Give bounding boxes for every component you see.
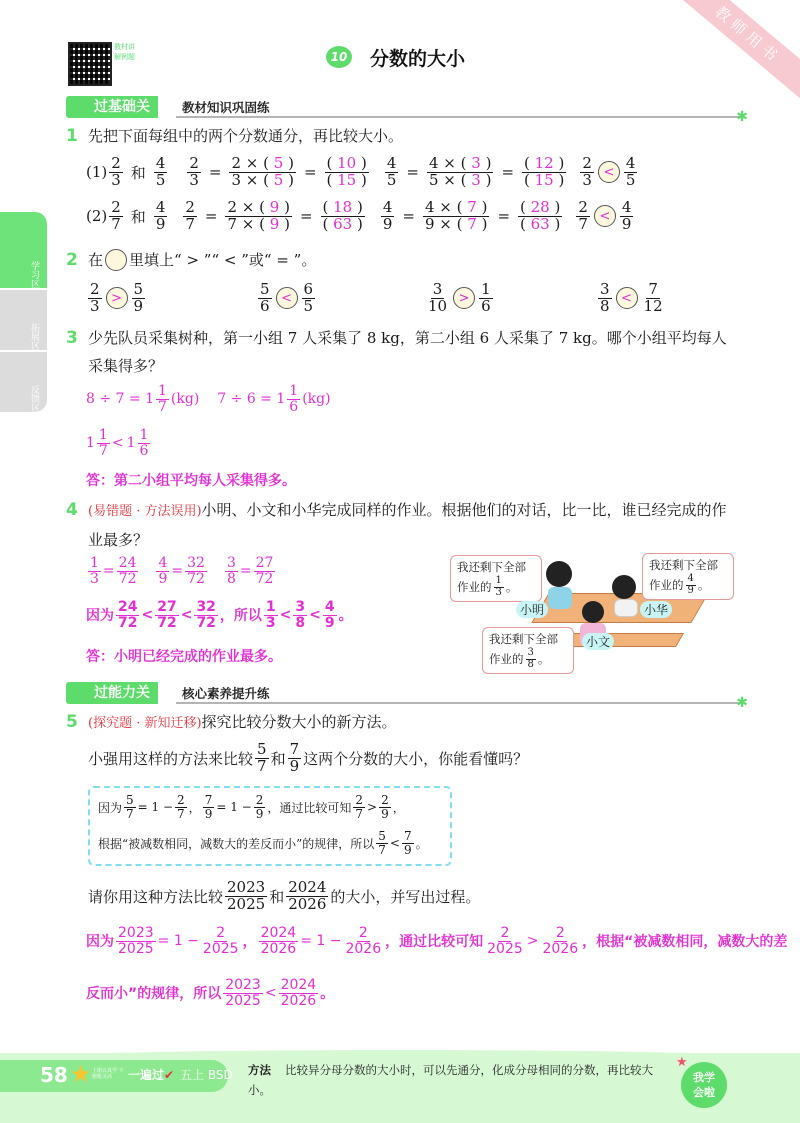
speech-bubble-xiaohua: 我还剩下全部 作业的 $\frac{4}{9}$ 。 (642, 553, 734, 600)
question-number: 4 (66, 500, 78, 520)
compare-circle[interactable]: < (276, 287, 298, 309)
q4-ordering: 因为 $\frac{24}{72}$ < $\frac{27}{72}$ < $\frac{32}{72}$ ，所以 $\frac{1}{3}$ < $\frac{3}{8}$ < $\frac{4}{9}$ 。 (86, 599, 353, 631)
answer-blank: 9 (269, 214, 280, 233)
method-tip: 方法 比较异分母分数的大小时，可以先通分，化成分母相同的分数，再比较大小。 (248, 1063, 653, 1097)
method-line-1: 因为 $\frac{5}{7}$ = 1 − $\frac{2}{7}$ ， $\frac{7}{9}$ = 1 − $\frac{2}{9}$ ，通过比较可知 $\frac{2}{7}$ > $\frac{2}{9}$ ， (98, 793, 405, 821)
fraction: $\frac{( 28 )}{( 63 )}$ (520, 198, 561, 233)
q4-answer: 答：小明已经完成的作业最多。 (86, 649, 282, 665)
q2-item-3: $\frac{3}{10}$ > $\frac{1}{6}$ (428, 280, 491, 315)
star-icon: ✱ (736, 695, 748, 711)
and-word: 和 (130, 207, 146, 226)
fraction: $\frac{2}{7}$ (111, 198, 121, 233)
answer-blank: 9 (269, 198, 280, 216)
answer-blank: 15 (337, 170, 357, 189)
fraction: $\frac{( 12 )}{( 15 )}$ (524, 154, 565, 189)
lesson-number-badge: 10 (326, 46, 352, 68)
qr-code[interactable] (68, 42, 112, 86)
answer-blank: 63 (333, 214, 353, 233)
fraction: $\frac{2}{7}$ (185, 198, 195, 233)
kid-xiaohua-body (614, 599, 638, 617)
answer-blank: 7 (467, 198, 477, 216)
answer-blank: 5 (273, 154, 284, 172)
kid-xiaohua-head (612, 575, 636, 599)
section-basic-tag: 过基础关 (66, 96, 158, 118)
side-tab-study[interactable]: 学习区 (0, 212, 47, 288)
name-label-xiaoming: 小明 (516, 601, 548, 618)
answer-blank: 28 (530, 198, 550, 216)
q5-answer-line-1: 因为 $\frac{2023}{2025}$ = 1 − $\frac{2}{2025}$ ， $\frac{2024}{2026}$ = 1 − $\frac{2}{2026}$ ，通过比较可知 $\frac{2}{2025}$ > $\frac{2}{2026}$ ，根据“被减数相同，减数大的差 (86, 925, 788, 957)
speech-bubble-xiaoming: 我还剩下全部 作业的 $\frac{1}{3}$ 。 (450, 555, 542, 602)
section-ability-tag: 过能力关 (66, 682, 158, 704)
section-basic-subtitle: 教材知识巩固练 (182, 100, 270, 115)
compare-circle[interactable]: < (616, 287, 638, 309)
side-tab-feedback[interactable]: 反馈区 (0, 352, 47, 412)
qr-label: 教材讲解例题 (114, 43, 135, 61)
compare-circle[interactable]: > (453, 287, 475, 309)
section-ability-bar (66, 682, 748, 711)
and-word: 和 (130, 163, 146, 182)
check-icon: ✔ (164, 1068, 175, 1082)
empty-circle-icon (105, 249, 127, 271)
question-text: 在 里填上“ > ”“ < ”或“ = ”。 (88, 251, 317, 269)
side-tab-extend[interactable]: 拓展区 (0, 290, 47, 350)
fraction: $\frac{4}{9}$ (621, 198, 632, 233)
brand-name: 一遍过✔ (128, 1068, 175, 1082)
row-label: (2) (86, 207, 108, 226)
answer-blank: 10 (337, 154, 357, 172)
question-tag: (易错题 · 方法误用) (88, 504, 202, 519)
fraction: $\frac{4}{5}$ (155, 154, 166, 189)
q3-answer: 答：第二小组平均每人采集得多。 (86, 473, 296, 489)
answer-blank: 3 (471, 154, 481, 172)
question-text: (探究题 · 新知迁移)探究比较分数大小的新方法。 (88, 713, 397, 731)
dialogue-illustration (450, 553, 740, 675)
fraction: $\frac{2 \times ( 5 )}{3 \times ( 5 )}$ (231, 154, 294, 189)
fraction: $\frac{4}{5}$ (386, 154, 397, 189)
q1-row-1: (1) $\frac{2}{3}$ 和 $\frac{4}{5}$ $\frac{2}{3}$ = $\frac{2 \times ( 5 )}{3 \times ( 5 )}$ = $\frac{( 10 )}{( 15 )}$ $\frac{4}{5}$ = $\frac{4 \times ( 3 )}{5 \times ( 3 )}$ = $\frac{( 12 )}{( 15 )}$ $\frac{2}{3}$ < $\frac{4}{5}$ (86, 154, 636, 189)
fraction: $\frac{2}{3}$ (189, 154, 199, 189)
question-number: 2 (66, 250, 78, 270)
q5-intro: 小强用这样的方法来比较 $\frac{5}{7}$ 和 $\frac{7}{9}$ 这两个分数的大小，你能看懂吗？ (88, 740, 529, 775)
q3-calculation: 8 ÷ 7 = 1 $\frac{1}{7}$ (kg) 7 ÷ 6 = 1 $\frac{1}{6}$ (kg) (86, 383, 331, 415)
grade-label: 五上 BSD (180, 1068, 233, 1082)
fraction: $\frac{4}{5}$ (625, 154, 636, 189)
fraction: $\frac{4 \times ( 3 )}{5 \times ( 3 )}$ (428, 154, 492, 189)
q1-row-2: (2) $\frac{2}{7}$ 和 $\frac{4}{9}$ $\frac{2}{7}$ = $\frac{2 \times ( 9 )}{7 \times ( 9 )}$ = $\frac{( 18 )}{( 63 )}$ $\frac{4}{9}$ = $\frac{4 \times ( 7 )}{9 \times ( 7 )}$ = $\frac{( 28 )}{( 63 )}$ $\frac{2}{7}$ < $\frac{4}{9}$ (86, 198, 632, 233)
fraction: $\frac{( 10 )}{( 15 )}$ (326, 154, 367, 189)
side-tabs (0, 212, 47, 412)
name-label-xiaohua: 小华 (640, 601, 672, 618)
method-line-2: 根据“被减数相同，减数大的差反而小”的规律，所以 $\frac{5}{7}$ < $\frac{7}{9}$ 。 (98, 829, 428, 857)
q2-item-2: $\frac{5}{6}$ < $\frac{6}{5}$ (260, 280, 314, 315)
star-mascot-icon: ★ (70, 1060, 92, 1088)
kid-xiaoming-head (546, 561, 572, 587)
answer-blank: 15 (534, 170, 554, 189)
fraction: $\frac{4 \times ( 7 )}{9 \times ( 7 )}$ (424, 198, 488, 233)
question-text: 先把下面每组中的两个分数通分，再比较大小。 (88, 127, 404, 145)
compare-circle[interactable]: < (594, 205, 616, 227)
answer-blank: 12 (534, 154, 554, 172)
name-label-xiaowen: 小文 (582, 633, 614, 650)
lesson-title: 分数的大小 (370, 48, 466, 70)
method-example-box (88, 786, 452, 866)
answer-blank: 7 (467, 214, 477, 233)
section-basic-bar (66, 96, 748, 125)
answer-blank: 3 (471, 170, 481, 189)
fraction: $\frac{2}{3}$ (582, 154, 592, 189)
divider (176, 702, 740, 704)
fraction: $\frac{4}{9}$ (382, 198, 393, 233)
brand-slogan: 上册认真学 下册能灵活 (92, 1068, 124, 1080)
compare-circle[interactable]: < (598, 161, 620, 183)
q2-item-1: $\frac{2}{3}$ > $\frac{5}{9}$ (90, 280, 144, 315)
section-ability-subtitle: 核心素养提升练 (182, 686, 270, 701)
fraction: $\frac{2}{7}$ (578, 198, 588, 233)
answer-blank: 63 (530, 214, 550, 233)
fraction: $\frac{2 \times ( 9 )}{7 \times ( 9 )}$ (227, 198, 290, 233)
question-text: 少先队员采集树种，第一小组 7 人采集了 8 kg，第二小组 6 人采集了 7 kg。哪个小组平均每人采集得多？ (88, 329, 727, 375)
fraction: $\frac{4}{9}$ (155, 198, 166, 233)
question-number: 3 (66, 328, 78, 348)
kid-xiaoming-body (548, 587, 572, 609)
answer-blank: 18 (333, 198, 353, 216)
q4-conversion: $\frac{1}{3}$ = $\frac{24}{72}$ $\frac{4}{9}$ = $\frac{32}{72}$ $\frac{3}{8}$ = $\frac{27}{72}$ (90, 555, 274, 587)
fraction: $\frac{( 18 )}{( 63 )}$ (322, 198, 363, 233)
divider (176, 116, 740, 118)
compare-circle[interactable]: > (106, 287, 128, 309)
q2-item-4: $\frac{3}{8}$ < $\frac{7}{12}$ (600, 280, 663, 315)
star-icon: ✱ (736, 109, 748, 125)
teacher-edition-ribbon: 教师用书 (662, 0, 800, 111)
q5-task: 请你用这种方法比较 $\frac{2023}{2025}$ 和 $\frac{2024}{2026}$ 的大小，并写出过程。 (88, 878, 481, 913)
page-number: 58 (40, 1063, 68, 1087)
question-number: 5 (66, 712, 78, 732)
row-label: (1) (86, 163, 108, 182)
learned-badge: 我学会啦 (681, 1062, 727, 1108)
answer-blank: 5 (273, 170, 284, 189)
speech-bubble-xiaowen: 我还剩下全部 作业的 $\frac{3}{8}$ 。 (482, 627, 574, 674)
question-text: (易错题 · 方法误用)小明、小文和小华完成同样的作业。根据他们的对话，比一比，谁已经完成的作业最多？ (88, 501, 727, 549)
q5-answer-line-2: 反而小”的规律，所以 $\frac{2023}{2025}$ < $\frac{2024}{2026}$ 。 (86, 977, 335, 1009)
question-number: 1 (66, 126, 78, 146)
q3-comparison: 1 $\frac{1}{7}$ < 1 $\frac{1}{6}$ (86, 427, 149, 459)
fraction: $\frac{2}{3}$ (111, 154, 121, 189)
kid-xiaowen-head (582, 601, 604, 623)
question-tag: (探究题 · 新知迁移) (88, 716, 202, 731)
star-icon: ★ (676, 1055, 688, 1070)
